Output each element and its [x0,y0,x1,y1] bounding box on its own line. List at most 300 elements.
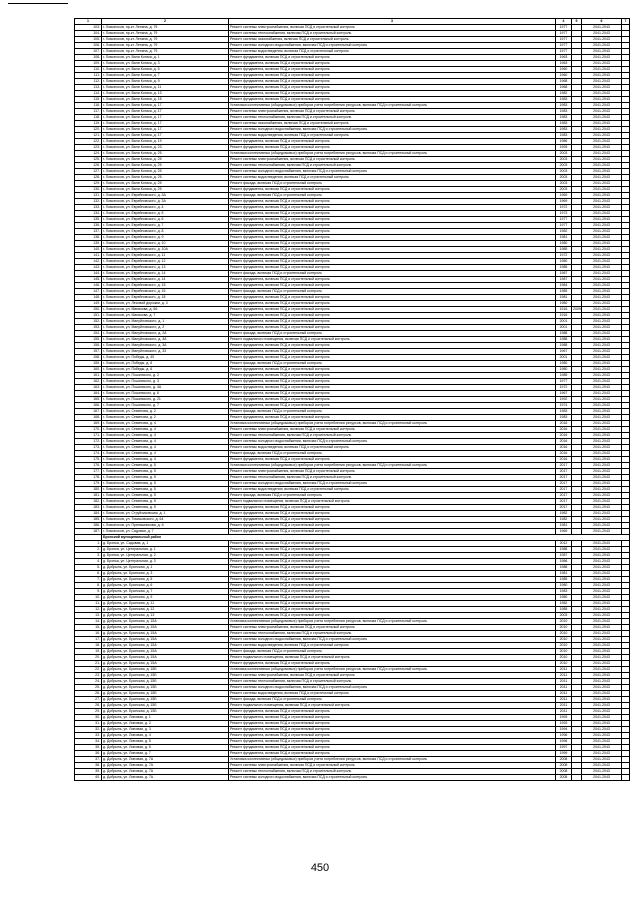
year-built: 1963 [556,61,572,67]
work-type: Ремонт фундамента, включая ПСД и строительный контроль [229,511,556,517]
year-built: 2003 [556,175,572,181]
row-number: 132. [75,199,102,205]
work-type: Ремонт фасада, включая ПСД и строительный контроль [229,649,556,655]
period: 2041-2043 [582,769,622,775]
address: г. Ломоносов, ул. Вали Котика, д. 19 [102,139,229,145]
year-built: 1977 [556,31,572,37]
period: 2041-2043 [582,541,622,547]
period: 2041-2043 [582,103,622,109]
address: д. Добрынь, ул. Бронская, д. 15А [102,637,229,643]
work-type: Ремонт системы электроснабжения, включая ПСД и строительный контроль [229,673,556,679]
work-type: Ремонт фундамента, включая ПСД и строительный контроль [229,217,556,223]
section-title: Бронский муниципальный район [102,535,630,541]
address: д. Добрынь, ул. Бронская, д. 15А [102,631,229,637]
year-built: 2003 [556,187,572,193]
address: д. Добрынь, ул. Липовая, д. 7А [102,775,229,781]
program-table [74,18,630,781]
address: г. Ломоносов, ул. Вали Котика, д. 17 [102,103,229,109]
year-built: 1985 [556,373,572,379]
address: д. Добрынь, ул. Бронская, д. 7 [102,589,229,595]
period: 2041-2043 [582,361,622,367]
period: 2041-2043 [582,559,622,565]
address: д. Добрынь, ул. Бронская, д. 3 [102,571,229,577]
year-built: 2003 [556,163,572,169]
row-number: 127. [75,169,102,175]
period: 2041-2043 [582,691,622,697]
period: 2041-2043 [582,85,622,91]
address: г. Ломоносов, ул. Манякова, д. 7 [102,313,229,319]
year-built: 1983 [556,415,572,421]
year-built: 1982 [556,229,572,235]
address: г. Ломоносов, ул. Мануйловского, д. 2 [102,325,229,331]
period: 2041-2043 [582,487,622,493]
row-number: 16. [75,631,102,637]
row-number: 181. [75,493,102,499]
year-built: 2010 [556,655,572,661]
work-type: Ремонт системы водоотведения, включая ПСД и строительный контроль [229,49,556,55]
year-built: 1969 [556,199,572,205]
row-number: 125. [75,157,102,163]
period: 2041-2043 [582,583,622,589]
period: 2041-2043 [582,613,622,619]
period: 2041-2043 [582,325,622,331]
row-number: 133. [75,205,102,211]
work-type: Ремонт фундамента, включая ПСД и строительный контроль [229,559,556,565]
address: г. Ломоносов, ул. Семенова, д. 4 [102,457,229,463]
row-number: 170. [75,427,102,433]
address: г. Ломоносов, ул. Вали Котика, д. 7 [102,73,229,79]
year-built: 1973 [556,211,572,217]
period: 2041-2043 [582,481,622,487]
year-built: 2010 [556,619,572,625]
year-built: 1974 [556,403,572,409]
year-built: 2017 [556,469,572,475]
row-number: 31. [75,721,102,727]
period: 2041-2043 [582,505,622,511]
address: г. Ломоносов, ул. Еврейновского, д. 14 [102,277,229,283]
work-type: Ремонт фундамента, включая ПСД и строительный контроль [229,229,556,235]
year-built: 2017 [556,463,572,469]
row-number: 17. [75,637,102,643]
address: г. Ломоносов, ул. Прянишникова, д. 6 [102,523,229,529]
period: 2041-2043 [582,433,622,439]
row-number: 28. [75,703,102,709]
year-built: 1980 [556,367,572,373]
period: 2041-2043 [582,91,622,97]
work-type: Ремонт фундамента, включая ПСД и строительный контроль [229,367,556,373]
year-built: 2012 [556,541,572,547]
address: г. Ломоносов, пр-кт. Ленина, д. 79 [102,31,229,37]
address: г. Ломоносов, ул. Еврейновского, д. 11 [102,253,229,259]
row-number: 169. [75,421,102,427]
work-type: Ремонт фундамента, включая ПСД и строительный контроль [229,73,556,79]
work-type: Ремонт фундамента, включая ПСД и строительный контроль [229,601,556,607]
address: г. Ломоносов, ул. Семенова, д. 5 [102,499,229,505]
row-number: 117. [75,109,102,115]
year-built: 2011 [556,679,572,685]
year-built: 1969 [556,529,572,535]
work-type: Ремонт фундамента, включая ПСД и строительный контроль [229,457,556,463]
year-built: 1985 [556,289,572,295]
work-type: Ремонт фундамента, включая ПСД и строительный контроль [229,283,556,289]
period: 2041-2043 [582,697,622,703]
address: г. Ломоносов, ул. Мануйловского, д. 3А [102,337,229,343]
period: 2041-2043 [582,43,622,49]
row-number: 24. [75,679,102,685]
row-number: 176. [75,463,102,469]
year-built: 1987 [556,271,572,277]
period: 2041-2043 [582,307,622,313]
work-type: Ремонт фасада, включая ПСД и строительный контроль [229,331,556,337]
address: г. Ломоносов, ул. Еврейновского, д. 10 [102,241,229,247]
period: 2041-2043 [582,595,622,601]
period: 2041-2043 [582,655,622,661]
work-type: Ремонт фундамента, включая ПСД и строительный контроль [229,571,556,577]
year-built: 1977 [556,37,572,43]
address: д. Добрынь, ул. Бронская, д. 12 [102,607,229,613]
address: г. Ломоносов, ул. Семенова, д. 4 [102,445,229,451]
address: д. Бронка, ул. Центральная, д. 3 [102,559,229,565]
year-built: 2001 [556,325,572,331]
row-number: 174. [75,451,102,457]
year-built: 2016 [556,457,572,463]
period: 2041-2043 [582,649,622,655]
period: 2041-2043 [582,391,622,397]
period: 2041-2043 [582,331,622,337]
year-built: 2003 [556,151,572,157]
year-built: 2017 [556,499,572,505]
address: г. Ломоносов, ул. Семенова, д. 5 [102,463,229,469]
work-type: Ремонт фундамента, включая ПСД и строительный контроль [229,277,556,283]
work-type: Ремонт фундамента, включая ПСД и строительный контроль [229,505,556,511]
address: г. Ломоносов, ул. Мануйловского, д. 3А [102,343,229,349]
year-built: 1985 [556,577,572,583]
address: г. Ломоносов, ул. Еврейновского, д. 3А [102,193,229,199]
period: 2041-2043 [582,259,622,265]
address: д. Добрынь, ул. Липовая, д. 2 [102,721,229,727]
address: д. Добрынь, ул. Бронская, д. 15Б [102,679,229,685]
address: д. Добрынь, ул. Бронская, д. 15Б [102,667,229,673]
address: д. Добрынь, ул. Липовая, д. 7А [102,757,229,763]
address: г. Ломоносов, ул. Лесовой дорожки, д. 4 [102,301,229,307]
row-number: 166. [75,403,102,409]
row-number: 164. [75,391,102,397]
work-type: Ремонт системы теплоснабжения, включая ПСД и строительный контроль [229,769,556,775]
work-type: Ремонт фасада, включая ПСД и строительный контроль [229,493,556,499]
address: г. Ломоносов, ул. Вали Котика, д. 25 [102,151,229,157]
year-built: 1984 [556,283,572,289]
work-type: Ремонт системы холодного водоснабжения, включая ПСД и строительный контроль [229,685,556,691]
row-number: 25. [75,685,102,691]
address: г. Ломоносов, ул. Еврейновского, д. 14 [102,271,229,277]
period: 2041-2043 [582,349,622,355]
work-type: Ремонт фундамента, включая ПСД и строительный контроль [229,235,556,241]
work-type: Ремонт фасада, включая ПСД и строительный контроль [229,409,556,415]
year-built: 1982 [556,601,572,607]
row-number: 153. [75,325,102,331]
period: 2041-2043 [582,733,622,739]
year-built: 2010 [556,649,572,655]
period: 2041-2043 [582,109,622,115]
year-built: 1997 [556,745,572,751]
year-built: 1982 [556,91,572,97]
row-number: 141. [75,253,102,259]
year-built: 1996 [556,733,572,739]
address: г. Ломоносов, ул. Пошинского, д. 7 [102,403,229,409]
work-type: Ремонт системы электроснабжения, включая ПСД и строительный контроль [229,157,556,163]
year-built: 2017 [556,505,572,511]
work-type: Установка коллективных (общедомовых) приборов учета потребления ресурсов, включая ПСД и строительный контроль [229,151,556,157]
address: г. Ломоносов, ул. Вали Котика, д. 23 [102,145,229,151]
row-number: 20. [75,655,102,661]
address: г. Ломоносов, ул. Вали Котика, д. 5 [102,67,229,73]
period: 2041-2043 [582,247,622,253]
address: г. Ломоносов, ул. Еврейновского, д. 10А [102,247,229,253]
year-built: 2016 [556,445,572,451]
page-number: 450 [310,862,330,874]
row-number: 124. [75,151,102,157]
period: 2041-2043 [582,283,622,289]
year-built: 1996 [556,739,572,745]
work-type: Ремонт системы теплоснабжения, включая ПСД и строительный контроль [229,475,556,481]
row-number: 1. [75,541,102,547]
address: г. Ломоносов, ул. Манякова, д. 66 [102,307,229,313]
row-number: 131. [75,193,102,199]
year-built: 2011 [556,697,572,703]
table-row [75,775,630,781]
row-number: 121. [75,133,102,139]
work-type: Ремонт фундамента, включая ПСД и строительный контроль [229,733,556,739]
work-type: Ремонт системы теплоснабжения, включая ПСД и строительный контроль [229,433,556,439]
period: 2041-2043 [582,25,622,31]
year-built: 2011 [556,667,572,673]
address: г. Ломоносов, ул. Семенова, д. 4 [102,421,229,427]
row-number: 159. [75,361,102,367]
period: 2041-2043 [582,385,622,391]
period: 2041-2043 [582,223,622,229]
work-type: Ремонт системы теплоснабжения, включая ПСД и строительный контроль [229,631,556,637]
work-type: Ремонт фундамента, включая ПСД и строительный контроль [229,145,556,151]
year-built: 1967 [556,349,572,355]
address: г. Ломоносов, ул. Семенова, д. 2 [102,415,229,421]
period: 2041-2043 [582,499,622,505]
address: г. Ломоносов, ул. Победы, д. 40 [102,355,229,361]
header-col-4: 4 [556,19,572,25]
year-built: 1916 [556,313,572,319]
work-type: Ремонт фундамента, включая ПСД и строительный контроль [229,205,556,211]
year-built: 1977 [556,217,572,223]
work-type: Ремонт системы водоотведения, включая ПСД и строительный контроль [229,133,556,139]
address: д. Добрынь, ул. Бронская, д. 15Б [102,691,229,697]
address: г. Ломоносов, ул. Вали Котика, д. 13 [102,91,229,97]
row-number: 140. [75,247,102,253]
row-number: 109. [75,61,102,67]
row-number: 36. [75,751,102,757]
address: г. Ломоносов, ул. Мануйловского, д. 33 [102,349,229,355]
period: 2041-2043 [582,79,622,85]
work-type: Ремонт фундамента, включая ПСД и строительный контроль [229,517,556,523]
address: д. Добрынь, ул. Липовая, д. 5 [102,739,229,745]
address: д. Добрынь, ул. Липовая, д. 7А [102,769,229,775]
address: д. Добрынь, ул. Липовая, д. 6 [102,745,229,751]
row-number: 142. [75,259,102,265]
row-number: 160. [75,367,102,373]
year-built: 2001 [556,355,572,361]
row-number: 149. [75,301,102,307]
work-type: Ремонт фундамента, включая ПСД и строительный контроль [229,355,556,361]
row-number: 173. [75,445,102,451]
row-number: 107. [75,49,102,55]
address: г. Ломоносов, ул. Мануйловского, д. 1 [102,319,229,325]
address: д. Добрынь, ул. Бронская, д. 9 [102,595,229,601]
row-number: 14. [75,619,102,625]
work-type: Ремонт системы теплоснабжения, включая ПСД и строительный контроль [229,163,556,169]
work-type: Ремонт фундамента, включая ПСД и строительный контроль [229,541,556,547]
work-type: Ремонт фундамента, включая ПСД и строительный контроль [229,379,556,385]
work-type: Ремонт системы водоотведения, включая ПСД и строительный контроль [229,487,556,493]
row-number: 6. [75,571,102,577]
year-built: 1985 [556,247,572,253]
address: г. Ломоносов, ул. Вали Котика, д. 25 [102,163,229,169]
work-type: Ремонт системы электроснабжения, включая ПСД и строительный контроль [229,427,556,433]
work-type: Ремонт фундамента, включая ПСД и строительный контроль [229,307,556,313]
year-built: 2010 [556,637,572,643]
period: 2041-2043 [582,37,622,43]
work-type: Ремонт фундамента, включая ПСД и строительный контроль [229,577,556,583]
period: 2041-2043 [582,685,622,691]
year-built: 1985 [556,607,572,613]
work-type: Установка коллективных (общедомовых) приборов учета потребления ресурсов, включая ПСД и строительный контроль [229,619,556,625]
row-number: 148. [75,295,102,301]
period: 2041-2043 [582,253,622,259]
row-number: 129. [75,181,102,187]
row-number: 147. [75,289,102,295]
period: 2041-2043 [582,217,622,223]
period: 2041-2043 [582,403,622,409]
period: 2041-2043 [582,205,622,211]
work-type: Установка коллективных (общедомовых) приборов учета потребления ресурсов, включая ПСД и строительный контроль [229,421,556,427]
work-type: Ремонт фундамента, включая ПСД и строительный контроль [229,397,556,403]
year-built: 2011 [556,709,572,715]
address: г. Ломоносов, пр-кт. Ленина, д. 79 [102,49,229,55]
row-number: 168. [75,415,102,421]
period: 2041-2043 [582,145,622,151]
work-type: Ремонт фундамента, включая ПСД и строительный контроль [229,319,556,325]
year-built: 2016 [556,427,572,433]
period: 2041-2043 [582,739,622,745]
row-number: 177. [75,469,102,475]
work-type: Ремонт фундамента, включая ПСД и строительный контроль [229,529,556,535]
period: 2041-2043 [582,637,622,643]
address: г. Ломоносов, ул. Вали Котика, д. 17 [102,121,229,127]
year-built: 1960 [556,67,572,73]
work-type: Ремонт фундамента, включая ПСД и строительный контроль [229,745,556,751]
address: д. Добрынь, ул. Бронская, д. 15А [102,661,229,667]
row-number: 158. [75,355,102,361]
row-number: 29. [75,709,102,715]
address: г. Ломоносов, ул. Вали Котика, д. 25 [102,175,229,181]
header-col-1: 1 [75,19,102,25]
period: 2041-2043 [582,469,622,475]
work-type: Ремонт фундамента, включая ПСД и строительный контроль [229,391,556,397]
year-built: 1999 [556,751,572,757]
period: 2041-2043 [582,31,622,37]
work-type: Ремонт системы водоотведения, включая ПСД и строительный контроль [229,445,556,451]
row-number: 122. [75,139,102,145]
period: 2041-2043 [582,151,622,157]
row-number: 103. [75,25,102,31]
row-number: 185. [75,517,102,523]
work-type: Ремонт фундамента, включая ПСД и строительный контроль [229,187,556,193]
period: 2041-2043 [582,229,622,235]
address: г. Ломоносов, ул. Вали Котика, д. 25 [102,181,229,187]
year-built: 1972 [556,205,572,211]
row-number: 108. [75,55,102,61]
year-built: 2010 [556,625,572,631]
year-built: 2011 [556,673,572,679]
work-type: Ремонт фундамента, включая ПСД и строительный контроль [229,739,556,745]
address: д. Добрынь, ул. Бронская, д. 15А [102,643,229,649]
table-body [75,25,630,781]
period: 2041-2043 [582,379,622,385]
year-built: 2010 [556,631,572,637]
row-number: 152. [75,319,102,325]
work-type: Ремонт системы электроснабжения, включая ПСД и строительный контроль [229,109,556,115]
row-number: 115. [75,97,102,103]
year-built: 2017 [556,493,572,499]
work-type: Ремонт системы газоснабжения, включая ПСД и строительный контроль [229,121,556,127]
year-built: 2001 [556,319,572,325]
address: г. Ломоносов, ул. Пошинского, д. 4А [102,385,229,391]
year-built: 1980 [556,241,572,247]
work-type: Ремонт фасада, включая ПСД и строительный контроль [229,361,556,367]
row-number: 155. [75,337,102,343]
work-type: Ремонт фундамента, включая ПСД и строительный контроль [229,295,556,301]
address: г. Ломоносов, ул. Семенова, д. 4 [102,451,229,457]
address: д. Добрынь, ул. Липовая, д. 7А [102,763,229,769]
address: г. Ломоносов, ул. Вали Котика, д. 17 [102,127,229,133]
address: г. Ломоносов, ул. Вали Котика, д. 17 [102,133,229,139]
row-number: 40. [75,775,102,781]
row-number: 3. [75,553,102,559]
period: 2041-2043 [582,127,622,133]
year-built: 1967 [556,391,572,397]
work-type: Ремонт фундамента, включая ПСД и строительный контроль [229,211,556,217]
extra [622,775,630,781]
row-number: 106. [75,43,102,49]
row-number: 9. [75,589,102,595]
row-number: 34. [75,739,102,745]
period: 2041-2043 [582,169,622,175]
address: г. Ломоносов, ул. Вали Котика, д. 15 [102,97,229,103]
row-number: 134. [75,211,102,217]
address: г. Ломоносов, ул. Вали Котика, д. 25 [102,187,229,193]
row-number: 186. [75,523,102,529]
row-number: 105. [75,37,102,43]
period: 2041-2043 [582,547,622,553]
period: 2041-2043 [582,265,622,271]
work-type: Ремонт системы электроснабжения, включая ПСД и строительный контроль [229,763,556,769]
row-number: 12. [75,607,102,613]
period: 2041-2043 [582,313,622,319]
row-number: 111. [75,73,102,79]
row-number: 182. [75,499,102,505]
year-built: 1972 [556,385,572,391]
work-type: Установка коллективных (общедомовых) приборов учета потребления ресурсов, включая ПСД и строительный контроль [229,103,556,109]
work-type: Ремонт системы водоотведения, включая ПСД и строительный контроль [229,175,556,181]
period: 2041-2043 [582,421,622,427]
period: 2041-2043 [582,49,622,55]
